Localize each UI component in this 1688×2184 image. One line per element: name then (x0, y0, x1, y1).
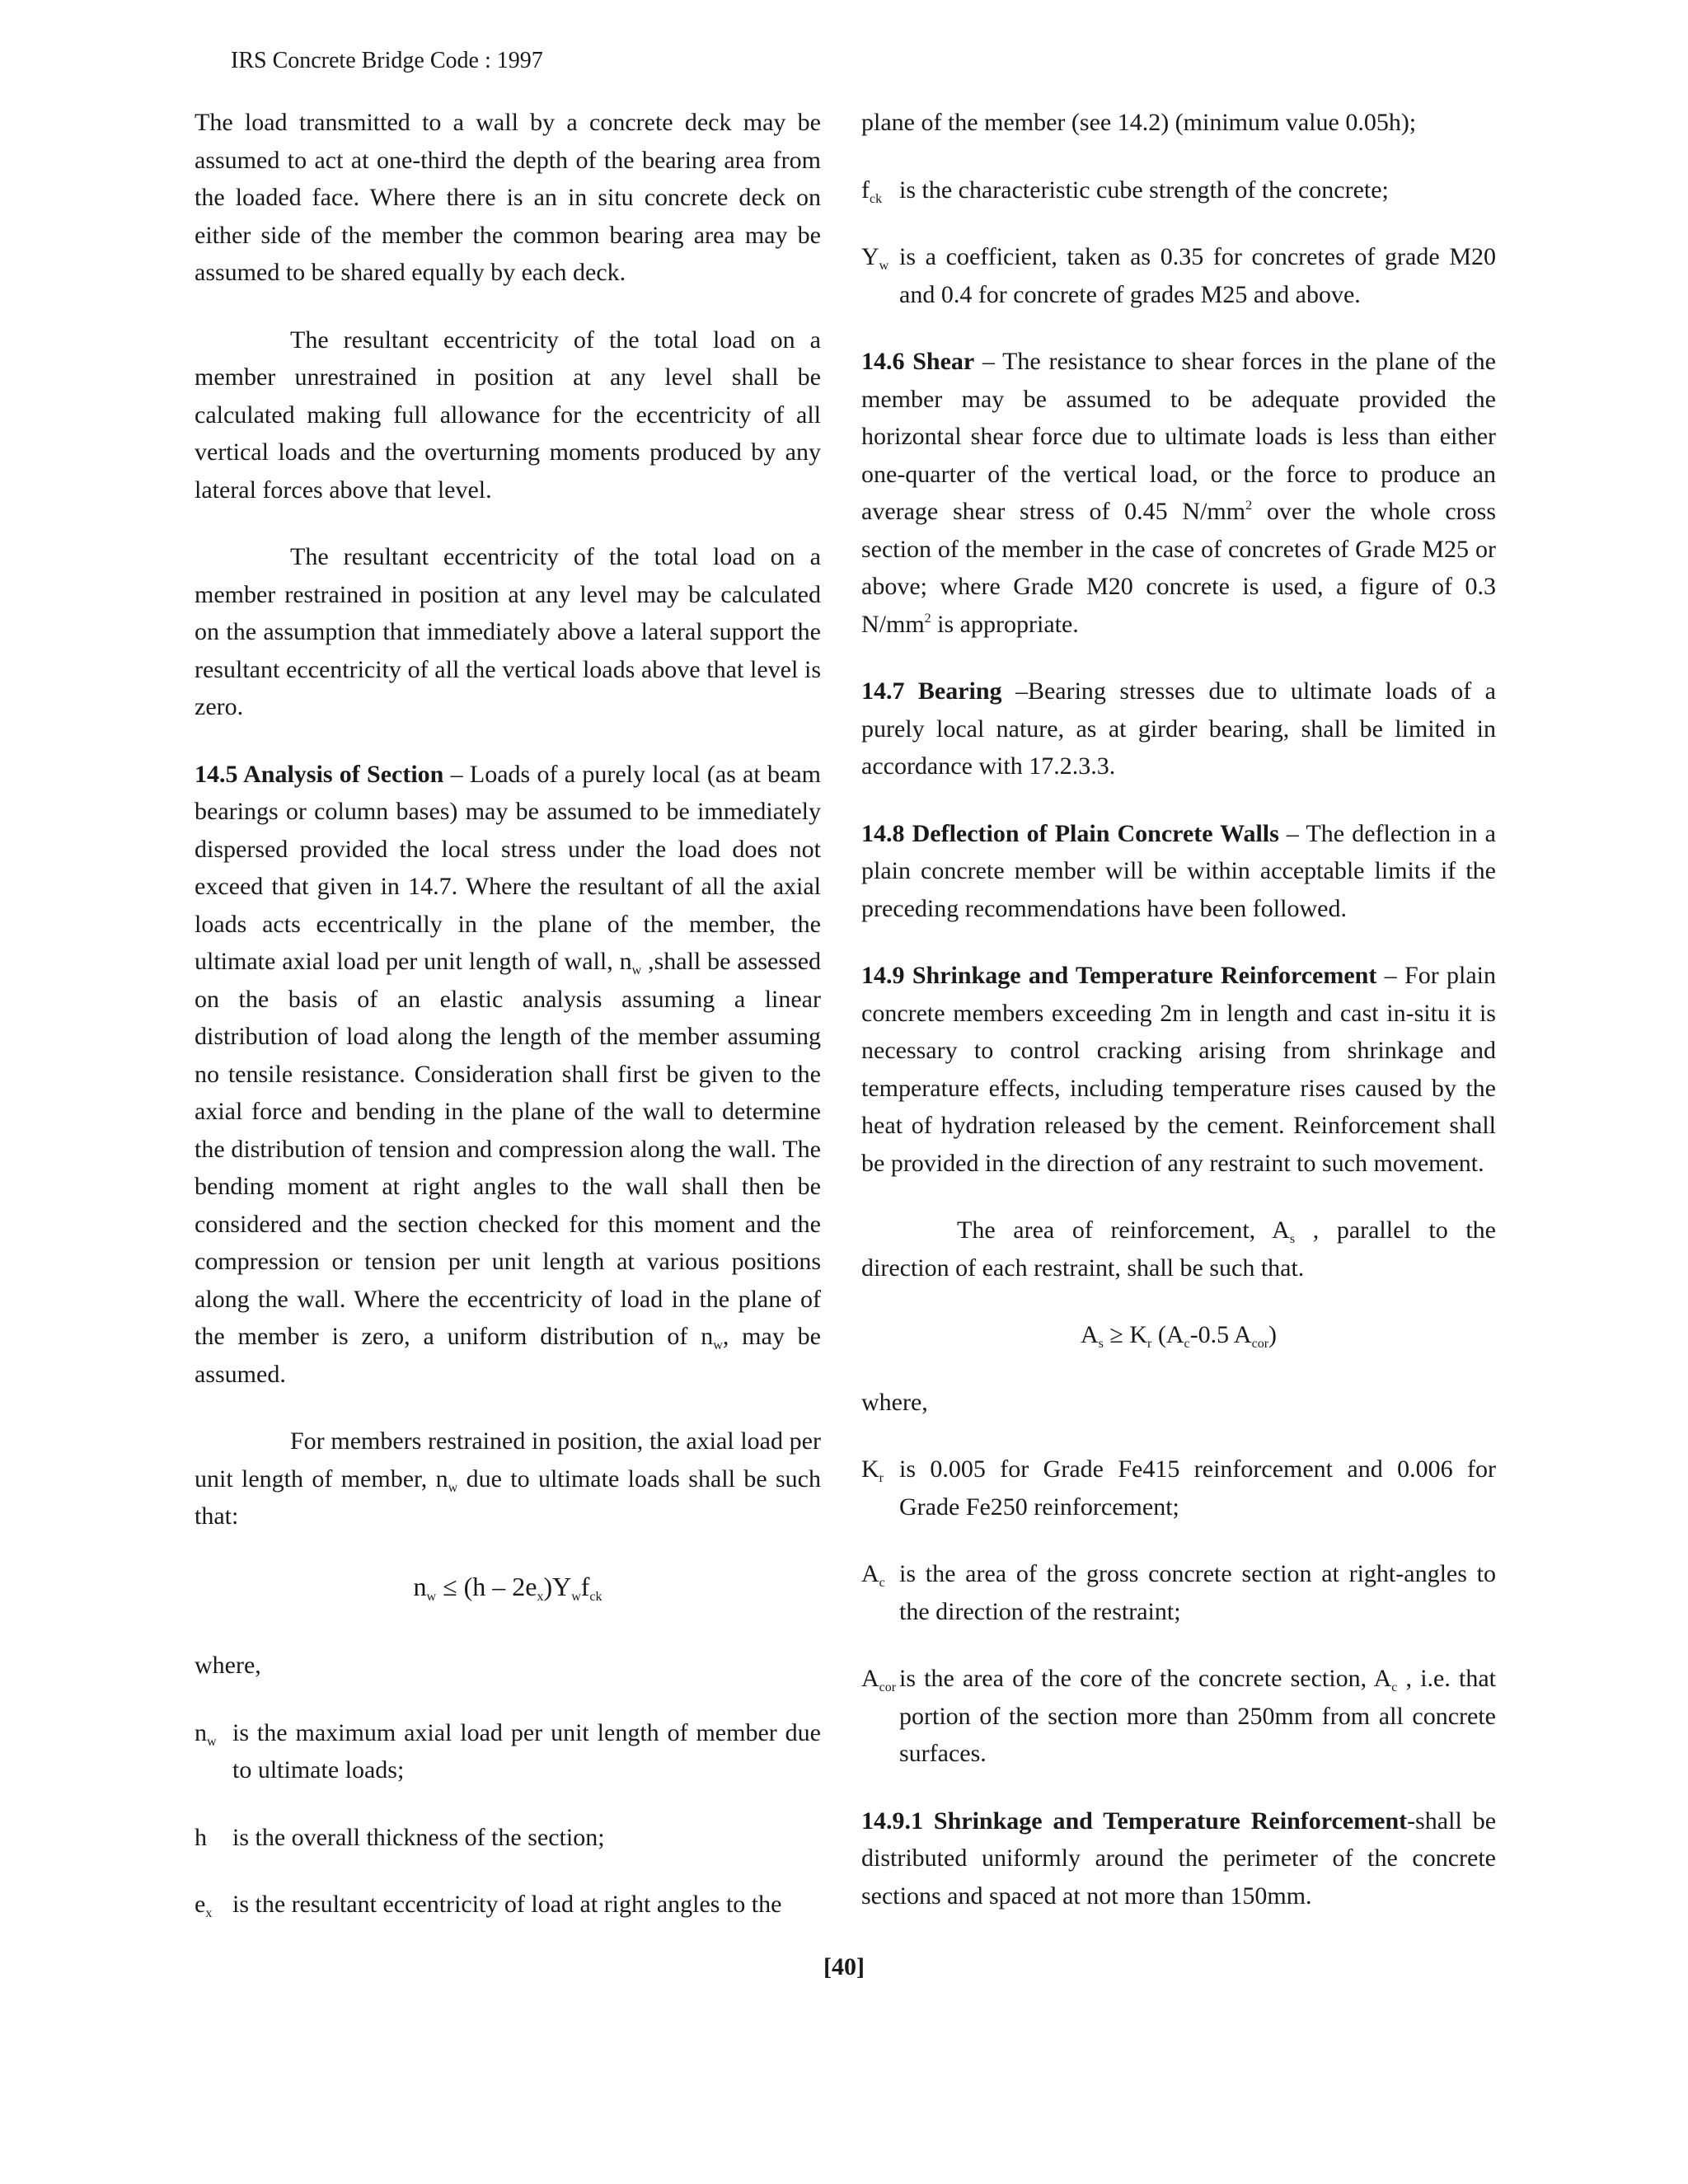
paragraph: The resultant eccentricity of the total load on a member unrestrained in position at any level shall be calculated making full allowance for the eccentricity of all vertical loads and the overturning moments produced by any lateral forces above that level. (195, 326, 821, 504)
paragraph: plane of the member (see 14.2) (minimum value 0.05h); (861, 109, 1417, 136)
section-heading: 14.5 Analysis of Section (195, 760, 444, 788)
section-14-8: 14.8 Deflection of Plain Concrete Walls – The deflection in a plain concrete member will be within acceptable limits if the preceding recommendations have been followed. (861, 819, 1496, 922)
paragraph: The resultant eccentricity of the total load on a member restrained in position at any level may be calculated on the assumption that immediately above a lateral support the resultant eccentricity of all the vertical loads above that level is zero. (195, 543, 821, 720)
where-label: where, (861, 1388, 928, 1416)
section-14-7: 14.7 Bearing –Bearing stresses due to ultimate loads of a purely local nature, as at girder bearing, shall be limited in accordance with 17.2.3.3. (861, 677, 1496, 780)
definition-ex: $e_x$ is the resultant eccentricity of load at right angles to the (195, 1891, 782, 1920)
page-number: [40] (823, 1953, 865, 1980)
paragraph: For members restrained in position, the axial load per unit length of member, $n_w$ due to ultimate loads shall be such that: (195, 1427, 821, 1530)
section-14-9: 14.9 Shrinkage and Temperature Reinforcement – For plain concrete members exceeding 2m in length and cast in-situ it is necessary to control cracking arising from shrinkage and temperature effects, including temperature rises caused by the heat of hydration released by the cement. Reinforcement shall be provided in the direction of any restraint to such movement. (861, 962, 1496, 1177)
right-column (861, 104, 1496, 1944)
paragraph: The area of reinforcement, $A_s$ , parallel to the direction of each restraint, shall be such that. (861, 1216, 1496, 1282)
formula-axial-load: $n_w \le (h - 2e_x)Y_wf_{ck}$ (413, 1571, 603, 1604)
section-14-6: 14.6 Shear – The resistance to shear forces in the plane of the member may be assumed to be adequate provided the horizontal shear force due to ultimate loads is less than either one-quarter of the vertical load, or the force to produce an average shear stress of 0.45 $N/mm^2$ over the whole cross section of the member in the case of concretes of Grade M25 or above; where Grade M20 concrete is used, a figure of 0.3 $N/mm^2$ is appropriate. (861, 348, 1496, 638)
definition-nw: $n_w$ is the maximum axial load per unit length of member due to ultimate loads; (195, 1718, 821, 1783)
section-heading: 14.6 Shear (861, 348, 975, 375)
definition-h: h is the overall thickness of the section; (195, 1823, 605, 1851)
definition-acor: $A_{cor}$ is the area of the core of the concrete section, $A_c$ , i.e. that portion of the section more than 250mm from all concrete surfaces. (861, 1665, 1496, 1767)
paragraph: The load transmitted to a wall by a concrete deck may be assumed to act at one-third the depth of the bearing area from the loaded face. Where there is an in situ concrete deck on either side of the member the common bearing area may be assumed to be shared equally by each deck. (195, 109, 821, 286)
section-heading: 14.9.1 Shrinkage and Temperature Reinforcement (861, 1807, 1408, 1835)
section-14-5: 14.5 Analysis of Section – Loads of a purely local (as at beam bearings or column bases) may be assumed to be immediately dispersed provided the local stress under the load does not exceed that given in 14.7. Where the resultant of all the axial loads acts eccentrically in the plane of the member, the ultimate axial load per unit length of wall, $n_w$ ,shall be assessed on the basis of an elastic analysis assuming a linear distribution of load along the length of the member assuming no tensile resistance. Consideration shall first be given to the axial force and bending in the plane of the wall to determine the distribution of tension and compression along the wall. The bending moment at right angles to the wall shall then be considered and the section checked for this moment and the compression or tension per unit length at various positions along the wall. Where the eccentricity of load in the plane of the member is zero, a uniform distribution of $n_w$, may be assumed. (195, 760, 822, 1388)
definition-ac: $A_c$ is the area of the gross concrete section at right-angles to the direction of the restraint; (861, 1560, 1496, 1625)
definition-fck: $f_{ck}$ is the characteristic cube strength of the concrete; (861, 176, 1389, 206)
section-heading: 14.8 Deflection of Plain Concrete Walls (861, 819, 1279, 847)
running-header: IRS Concrete Bridge Code : 1997 (231, 48, 543, 73)
formula-reinforcement: $A_s \ge K_r$ ($A_c-0.5$ $A_{cor}$) (1080, 1321, 1278, 1351)
definition-kr: $K_r$ is 0.005 for Grade Fe415 reinforcement and 0.006 for Grade Fe250 reinforcement; (861, 1455, 1496, 1521)
where-label: where, (195, 1652, 261, 1679)
section-heading: 14.7 Bearing (861, 677, 1002, 705)
left-column (195, 104, 821, 1953)
section-14-9-1: 14.9.1 Shrinkage and Temperature Reinforcement-shall be distributed uniformly around the perimeter of the concrete sections and spaced at not more than 150mm. (861, 1807, 1497, 1910)
definition-yw: $Y_w$ is a coefficient, taken as 0.35 for concretes of grade M20 and 0.4 for concrete of grades M25 and above. (861, 243, 1496, 308)
section-heading: 14.9 Shrinkage and Temperature Reinforcement (861, 962, 1377, 989)
